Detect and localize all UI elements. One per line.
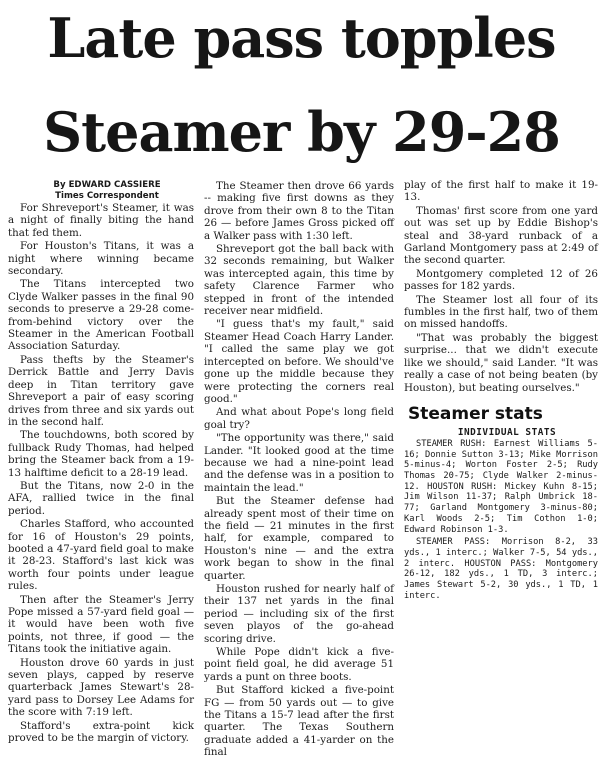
paragraph: The Steamer lost all four of its fumbles in the first half, two of them on missed handoffs.	[404, 293, 598, 331]
article-column-2	[204, 180, 394, 760]
paragraph: Then after the Steamer's Jerry Pope missed a 57-yard field goal — it would have been woth five points, not three, if good — the Titans took the initiative again.	[8, 593, 194, 656]
paragraph: "I guess that's my fault," said Steamer Head Coach Harry Lander. "I called the same play we got intercepted on before. We should've gone up the middle because they were protecting the corners real good."	[204, 318, 394, 405]
article-column-1	[8, 180, 194, 745]
paragraph: Thomas' first score from one yard out was set up by Eddie Bishop's steal and 38-yard runback of a Garland Montgomery pass at 2:49 of the second quarter.	[404, 204, 598, 267]
byline-author: By EDWARD CASSIERE	[53, 180, 161, 190]
paragraph: While Pope didn't kick a five-point field goal, he did average 51 yards a punt on three boots.	[204, 646, 394, 683]
paragraph: But Stafford kicked a five-point FG — from 50 yards out — to give the Titans a 15-7 lead after the first quarter. The Texas Southern graduate added a 41-yarder on the final	[204, 684, 394, 759]
paragraph: "That was probably the biggest surprise... that we didn't execute like we should," said Lander. "It was really a case of not being beaten (by Houston), but beating ourselves."	[404, 331, 598, 394]
paragraph: Shreveport got the ball back with 32 seconds remaining, but Walker was intercepted again, this time by safety Clarence Farmer who stepped in front of the intended receiver near midfield.	[204, 243, 394, 318]
headline-line-1: Late pass topples	[47, 6, 556, 70]
paragraph: The Steamer then drove 66 yards -- making five first downs as they drove from their own 8 to the Titan 26 — before James Gross picked off a Walker pass with 1:30 left.	[204, 180, 394, 242]
stats-heading: Steamer stats	[408, 403, 543, 424]
paragraph: The Titans intercepted two Clyde Walker passes in the final 90 seconds to preserve a 29-28 come-from-behind victory over the Steamer in the American Football Association Saturday.	[8, 278, 194, 353]
paragraph: play of the first half to make it 19-13.	[404, 179, 598, 204]
paragraph: And what about Pope's long field goal try?	[204, 406, 394, 431]
paragraph: Houston rushed for nearly half of their 137 net yards in the final period — including six of the first seven playos of the go-ahead scoring drive.	[204, 583, 394, 645]
paragraph: Charles Stafford, who accounted for 16 of Houston's 29 points, booted a 47-yard field goal to make it 28-23. Stafford's last kick was worth four points under league rules.	[8, 518, 194, 593]
paragraph: "The opportunity was there," said Lander. "It looked good at the time because we had a nine-point lead and the defense was in a position to maintain the lead."	[204, 432, 394, 494]
stats-subheading: INDIVIDUAL STATS	[457, 426, 557, 438]
paragraph: The touchdowns, both scored by fullback Rudy Thomas, had helped bring the Steamer back from a 19-13 halftime deficit to a 28-19 lead.	[8, 429, 194, 479]
passing-stats: STEAMER PASS: Morrison 8-2, 33 yds., 1 interc.; Walker 7-5, 54 yds., 2 interc. HOUSTON PASS: Montgomery 26-12, 182 yds., 1 TD, 3 interc.; James Stewart 5-2, 30 yds., 1 TD, 1 interc.	[404, 537, 598, 601]
rushing-stats: STEAMER RUSH: Earnest Williams 5-16; Donnie Sutton 3-13; Mike Morrison 5-minus-4; Worton Foster 2-5; Rudy Thomas 20-75; Clyde Walker 2-minus-12. HOUSTON RUSH: Mickey Kuhn 8-15; Jim Wilson 11-37; Ralph Umbrick 18-77; Garland Montgomery 3-minus-80; Karl Woods 2-5; Tim Cothon 1-0; Edward Robinson 1-3.	[404, 438, 598, 535]
paragraph: Houston drove 60 yards in just seven plays, capped by reserve quarterback James Stewart's 28-yard pass to Dorsey Lee Adams for the score with 7:19 left.	[8, 656, 194, 719]
paragraph: But the Titans, now 2-0 in the AFA, rallied twice in the final period.	[8, 479, 194, 517]
paragraph: Montgomery completed 12 of 26 passes for 182 yards.	[404, 267, 598, 293]
paragraph: For Shreveport's Steamer, it was a night of finally biting the hand that fed them.	[8, 202, 194, 239]
byline-role: Times Correspondent	[55, 191, 159, 201]
stats-box	[404, 404, 598, 602]
paragraph: For Houston's Titans, it was a night where winning became secondary.	[8, 240, 194, 278]
headline-line-2: Steamer by 29-28	[43, 100, 560, 164]
paragraph: Pass thefts by the Steamer's Derrick Battle and Jerry Davis deep in Titan territory gave Shreveport a pair of easy scoring drives from three and six yards out in the second half.	[8, 353, 194, 428]
paragraph: But the Steamer defense had already spent most of their time on the field — 21 minutes in the first half, for example, compared to Houston's nine — and the extra work began to show in the final quarter.	[204, 495, 394, 582]
article-column-3	[404, 179, 598, 602]
paragraph: Stafford's extra-point kick proved to be the margin of victory.	[8, 719, 194, 745]
